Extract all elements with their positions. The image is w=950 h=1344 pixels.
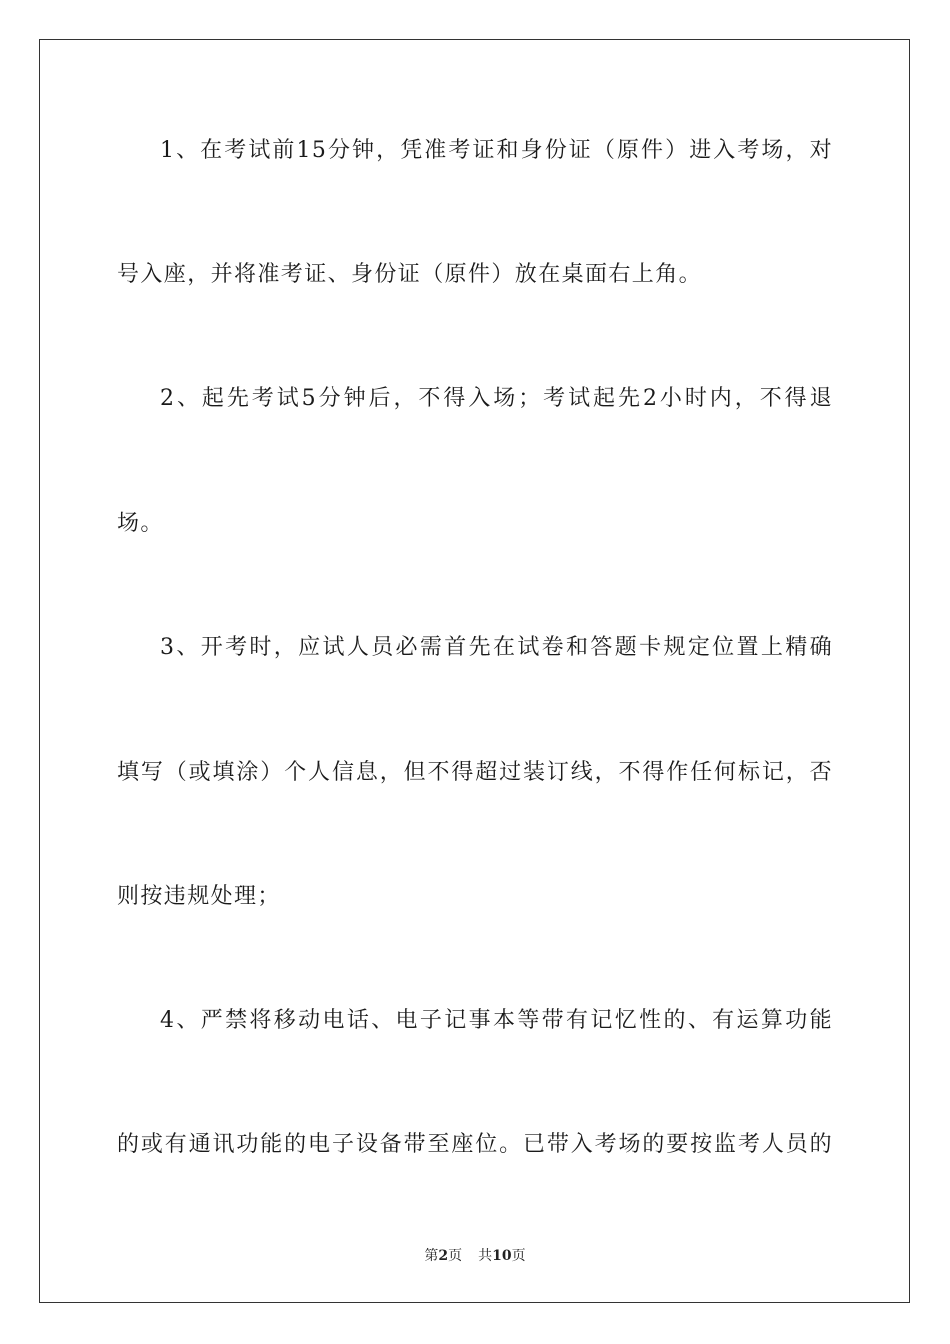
page-border bbox=[39, 39, 910, 1303]
footer-page-number: 2 bbox=[438, 1248, 449, 1264]
paragraph-4-line-2: 的或有通讯功能的电子设备带至座位。已带入考场的要按监考人员的 bbox=[117, 1132, 833, 1157]
paragraph-3-line-3: 则按违规处理； bbox=[117, 884, 281, 909]
paragraph-2-line-2: 场。 bbox=[117, 511, 164, 536]
paragraph-2-line-1: 2、起先考试5分钟后，不得入场；考试起先2小时内，不得退 bbox=[160, 386, 833, 411]
paragraph-1-line-2: 号入座，并将准考证、身份证（原件）放在桌面右上角。 bbox=[117, 262, 703, 287]
paragraph-4-line-1: 4、严禁将移动电话、电子记事本等带有记忆性的、有运算功能 bbox=[160, 1008, 833, 1033]
page-footer bbox=[0, 1246, 950, 1266]
footer-page-suffix: 页 bbox=[448, 1248, 463, 1264]
footer-page-prefix: 第 bbox=[424, 1248, 439, 1264]
footer-total-number: 10 bbox=[492, 1248, 512, 1264]
paragraph-1-line-1: 1、在考试前15分钟，凭准考证和身份证（原件）进入考场，对 bbox=[160, 138, 833, 163]
paragraph-3-line-1: 3、开考时，应试人员必需首先在试卷和答题卡规定位置上精确 bbox=[160, 635, 833, 660]
paragraph-3-line-2: 填写（或填涂）个人信息，但不得超过装订线，不得作任何标记，否 bbox=[117, 760, 833, 785]
footer-total-suffix: 页 bbox=[511, 1248, 526, 1264]
footer-total-prefix: 共 bbox=[478, 1248, 493, 1264]
